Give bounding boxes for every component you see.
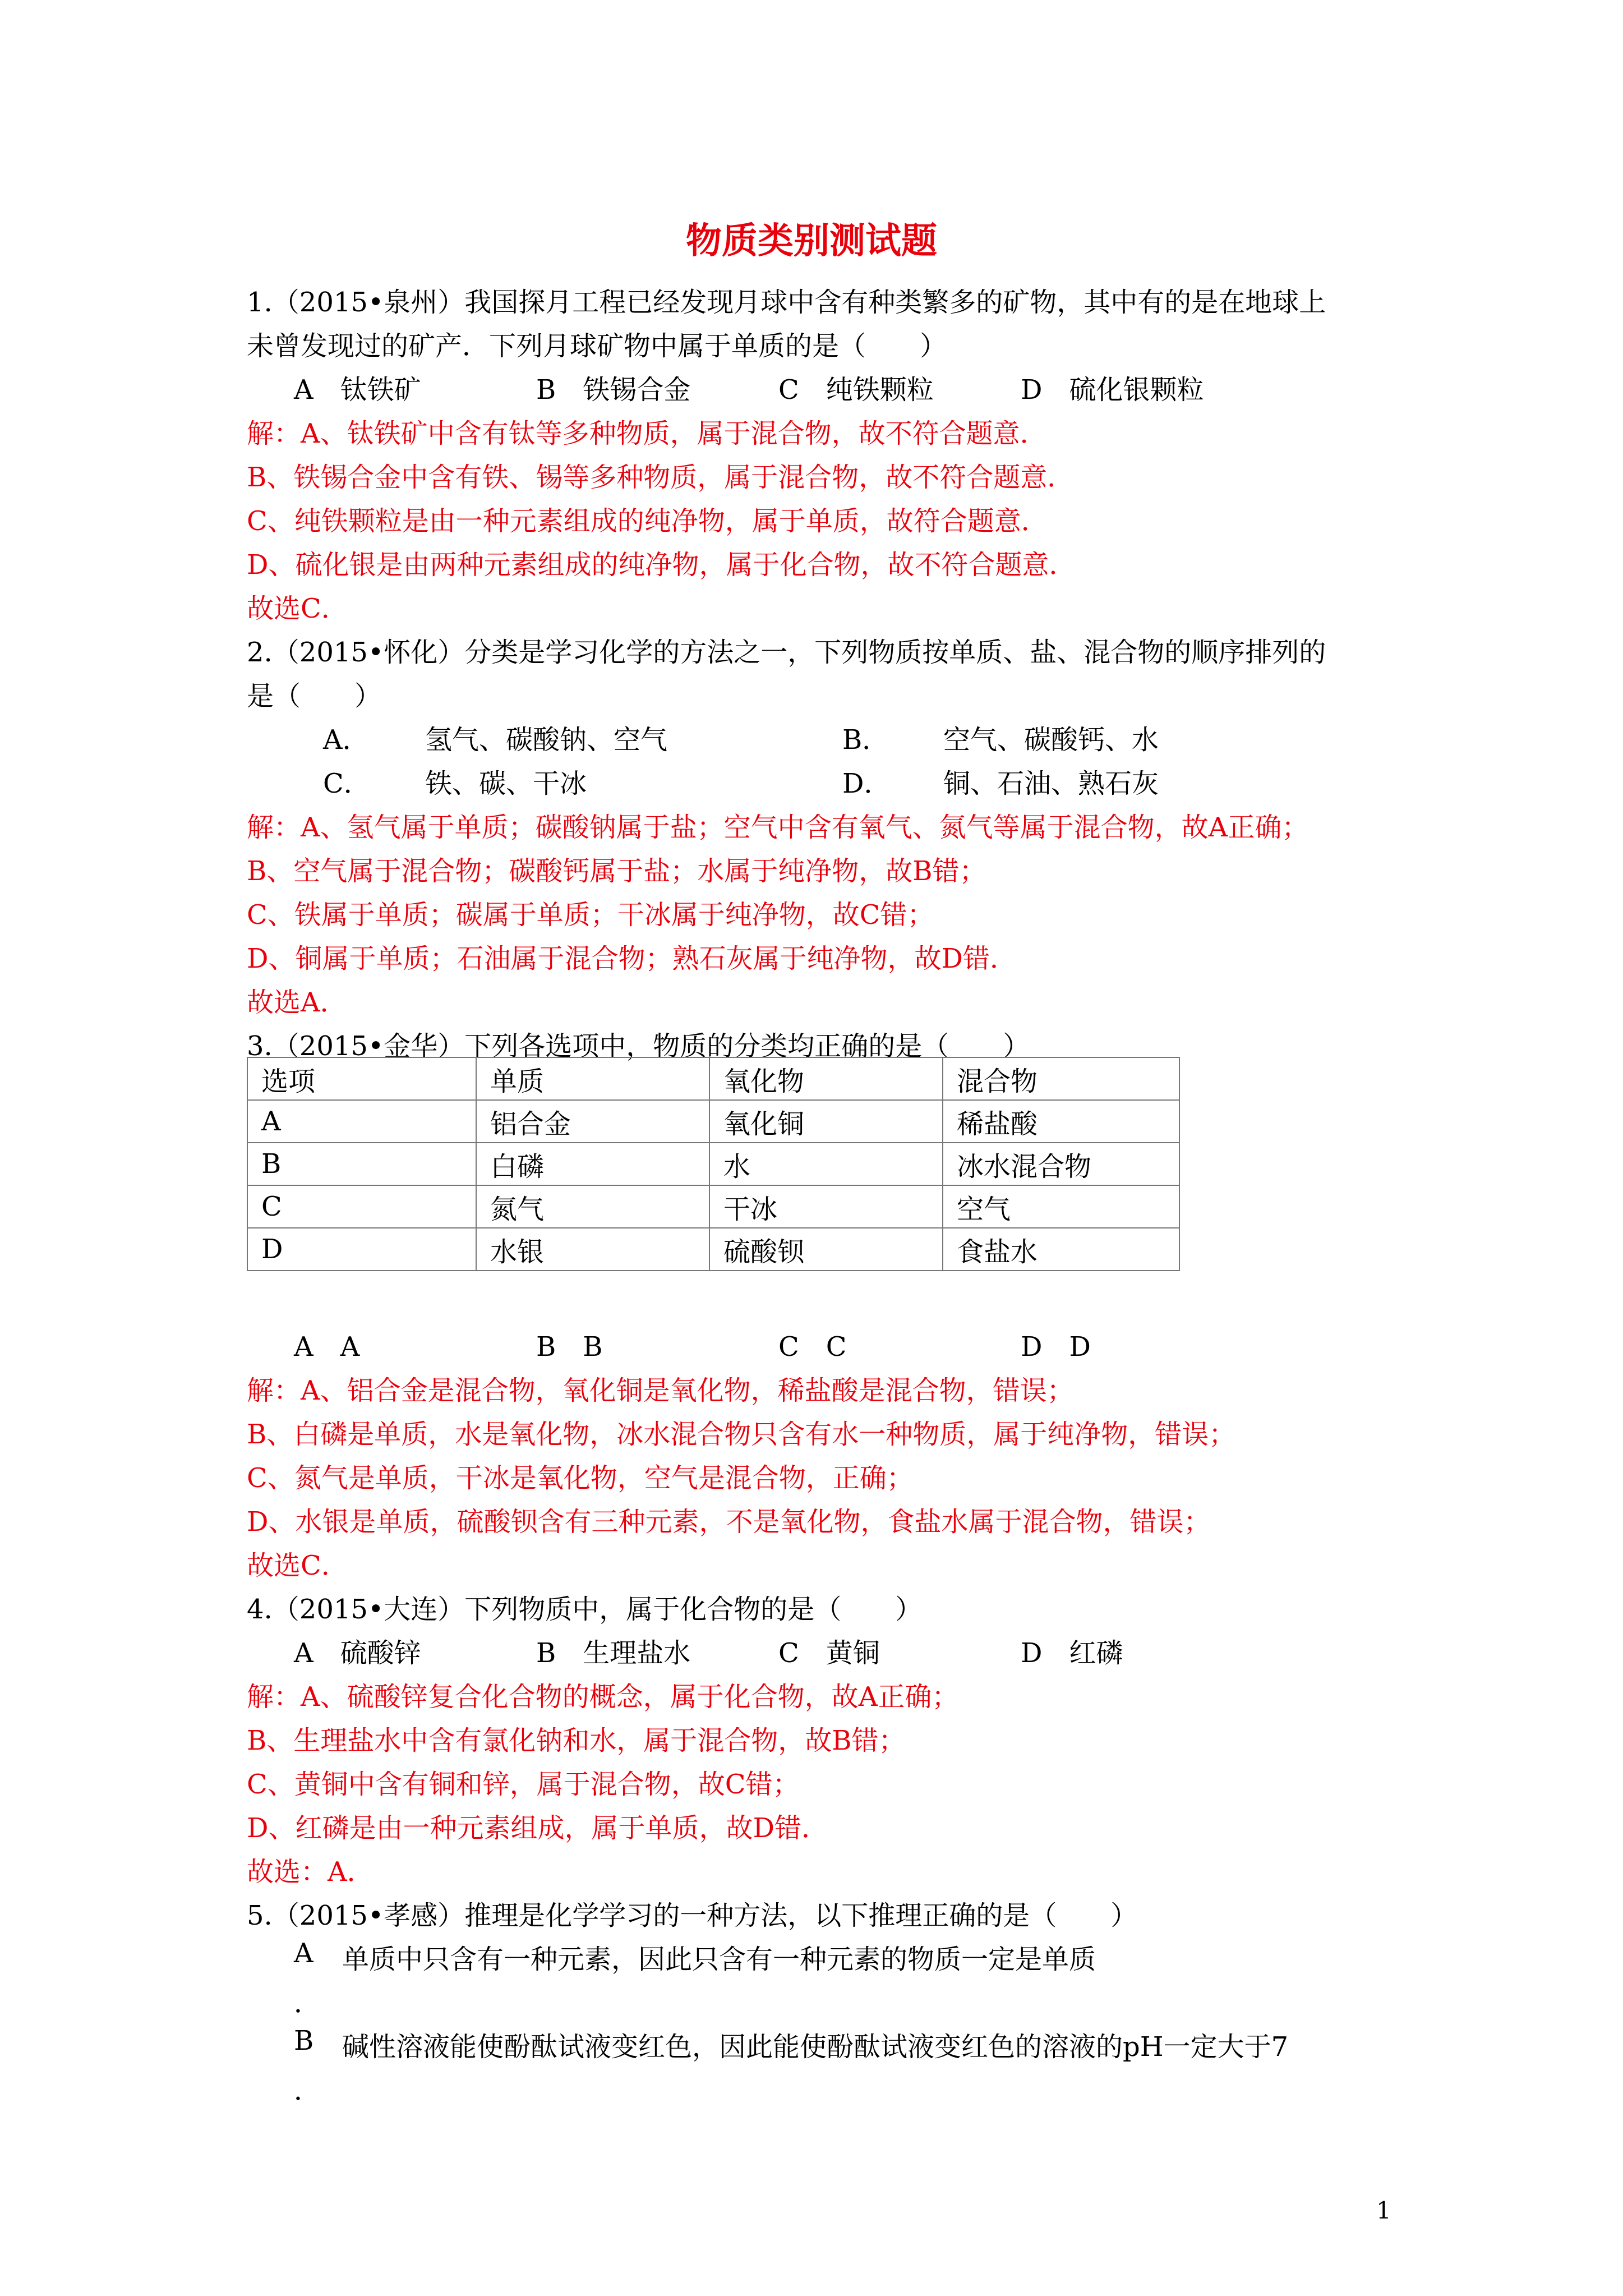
q1-solution-line: 解：A、钛铁矿中含有钛等多种物质，属于混合物，故不符合题意．: [247, 418, 1047, 449]
q5-option-b-dot: ．: [294, 2075, 321, 2106]
q3-option-a: A A: [294, 1331, 360, 1363]
q2-solution-line: B、空气属于混合物；碳酸钙属于盐；水属于纯净物，故B错；: [247, 855, 986, 887]
q2-stem-line1: 2.（2015•怀化）分类是学习化学的方法之一，下列物质按单质、盐、混合物的顺序排列的: [247, 637, 1326, 668]
table-header-row: [247, 1057, 1179, 1100]
table-cell: 氧化铜: [709, 1100, 943, 1143]
table-cell: 氮气: [476, 1185, 709, 1228]
table-header-cell: 单质: [476, 1057, 709, 1100]
q3-option-c: C C: [778, 1331, 847, 1363]
table-cell: 食盐水: [943, 1228, 1179, 1271]
q3-option-d: D D: [1021, 1331, 1091, 1363]
q1-solution-line: D、硫化银是由两种元素组成的纯净物，属于化合物，故不符合题意．: [247, 549, 1076, 581]
q2-solution-line: D、铜属于单质；石油属于混合物；熟石灰属于纯净物，故D错．: [247, 943, 1017, 974]
q4-option-a: A 硫酸锌: [294, 1637, 421, 1669]
table-cell: C: [247, 1185, 476, 1228]
q1-solution-line: C、纯铁颗粒是由一种元素组成的纯净物，属于单质，故符合题意．: [247, 505, 1048, 537]
q1-stem-line2: 未曾发现过的矿产．下列月球矿物中属于单质的是（ ）: [247, 330, 947, 362]
q1-option-b: B 铁锡合金: [536, 374, 691, 406]
q1-option-c: C 纯铁颗粒: [778, 374, 934, 406]
q2-option-b-text: 空气、碳酸钙、水: [943, 724, 1159, 756]
q1-solution-line: B、铁锡合金中含有铁、锡等多种物质，属于混合物，故不符合题意．: [247, 462, 1075, 493]
q5-option-a-letter: A: [294, 1938, 313, 1969]
q4-option-d: D 红磷: [1021, 1637, 1123, 1669]
q2-solution-line: 解：A、氢气属于单质；碳酸钠属于盐；空气中含有氧气、氮气等属于混合物，故A正确；: [247, 812, 1309, 843]
q2-answer: 故选A．: [247, 987, 347, 1018]
q3-solution-line: B、白磷是单质，水是氧化物，冰水混合物只含有水一种物质，属于纯净物，错误；: [247, 1419, 1236, 1450]
q5-option-a-text: 单质中只含有一种元素，因此只含有一种元素的物质一定是单质: [342, 1944, 1096, 1975]
q3-solution-line: D、水银是单质，硫酸钡含有三种元素，不是氧化物，食盐水属于混合物，错误；: [247, 1506, 1211, 1538]
table-cell: 硫酸钡: [709, 1228, 943, 1271]
q1-answer: 故选C．: [247, 593, 348, 624]
table-cell: 干冰: [709, 1185, 943, 1228]
q2-option-a-letter: A．: [323, 724, 370, 756]
q3-solution-line: 解：A、铝合金是混合物，氧化铜是氧化物，稀盐酸是混合物，错误；: [247, 1375, 1074, 1406]
q1-option-a: A 钛铁矿: [294, 374, 421, 406]
q5-stem: 5.（2015•孝感）推理是化学学习的一种方法，以下推理正确的是（ ）: [247, 1900, 1138, 1931]
table-cell: B: [247, 1143, 476, 1185]
q4-answer: 故选：A．: [247, 1856, 374, 1888]
table-row: [247, 1143, 1179, 1185]
q3-option-b: B B: [536, 1331, 603, 1363]
table-cell: A: [247, 1100, 476, 1143]
table-header-cell: 选项: [247, 1057, 476, 1100]
q4-stem: 4.（2015•大连）下列物质中，属于化合物的是（ ）: [247, 1594, 923, 1625]
table-row: [247, 1100, 1179, 1143]
q1-stem-line1: 1.（2015•泉州）我国探月工程已经发现月球中含有种类繁多的矿物，其中有的是在地球上: [247, 287, 1326, 318]
q3-stem: 3.（2015•金华）下列各选项中，物质的分类均正确的是（ ）: [247, 1030, 1030, 1062]
page-number: 1: [1376, 2197, 1391, 2224]
table-header-cell: 氧化物: [709, 1057, 943, 1100]
table-cell: D: [247, 1228, 476, 1271]
table-row: [247, 1185, 1179, 1228]
q4-solution-line: B、生理盐水中含有氯化钠和水，属于混合物，故B错；: [247, 1725, 906, 1756]
q4-option-c: C 黄铜: [778, 1637, 880, 1669]
q2-option-d-text: 铜、石油、熟石灰: [943, 768, 1159, 799]
q3-answer: 故选C．: [247, 1550, 348, 1581]
q5-option-b-letter: B: [294, 2025, 314, 2056]
table-header-cell: 混合物: [943, 1057, 1179, 1100]
q2-stem-line2: 是（ ）: [247, 680, 382, 712]
q2-option-c-letter: C．: [323, 768, 371, 799]
q2-option-d-letter: D．: [842, 768, 891, 799]
q2-option-b-letter: B．: [842, 724, 889, 756]
q3-solution-line: C、氮气是单质，干冰是氧化物，空气是混合物，正确；: [247, 1462, 914, 1494]
page-title: 物质类别测试题: [686, 220, 937, 262]
table-cell: 白磷: [476, 1143, 709, 1185]
q4-option-b: B 生理盐水: [536, 1637, 691, 1669]
q5-option-b-text: 碱性溶液能使酚酞试液变红色，因此能使酚酞试液变红色的溶液的pH一定大于7: [342, 2031, 1289, 2063]
q1-option-d: D 硫化银颗粒: [1021, 374, 1204, 406]
q2-option-a-text: 氢气、碳酸钠、空气: [425, 724, 668, 756]
q4-solution-line: 解：A、硫酸锌复合化合物的概念，属于化合物，故A正确；: [247, 1681, 959, 1713]
table-cell: 水: [709, 1143, 943, 1185]
table-cell: 空气: [943, 1185, 1179, 1228]
table-row: [247, 1228, 1179, 1271]
q4-solution-line: C、黄铜中含有铜和锌，属于混合物，故C错；: [247, 1769, 800, 1800]
table-cell: 稀盐酸: [943, 1100, 1179, 1143]
q2-solution-line: C、铁属于单质；碳属于单质；干冰属于纯净物，故C错；: [247, 899, 934, 931]
table-cell: 铝合金: [476, 1100, 709, 1143]
q5-option-a-dot: ．: [294, 1987, 321, 2019]
q2-option-c-text: 铁、碳、干冰: [425, 768, 587, 799]
table-cell: 冰水混合物: [943, 1143, 1179, 1185]
q4-solution-line: D、红磷是由一种元素组成，属于单质，故D错．: [247, 1812, 828, 1844]
table-cell: 水银: [476, 1228, 709, 1271]
q3-classification-table: [247, 1057, 1180, 1271]
